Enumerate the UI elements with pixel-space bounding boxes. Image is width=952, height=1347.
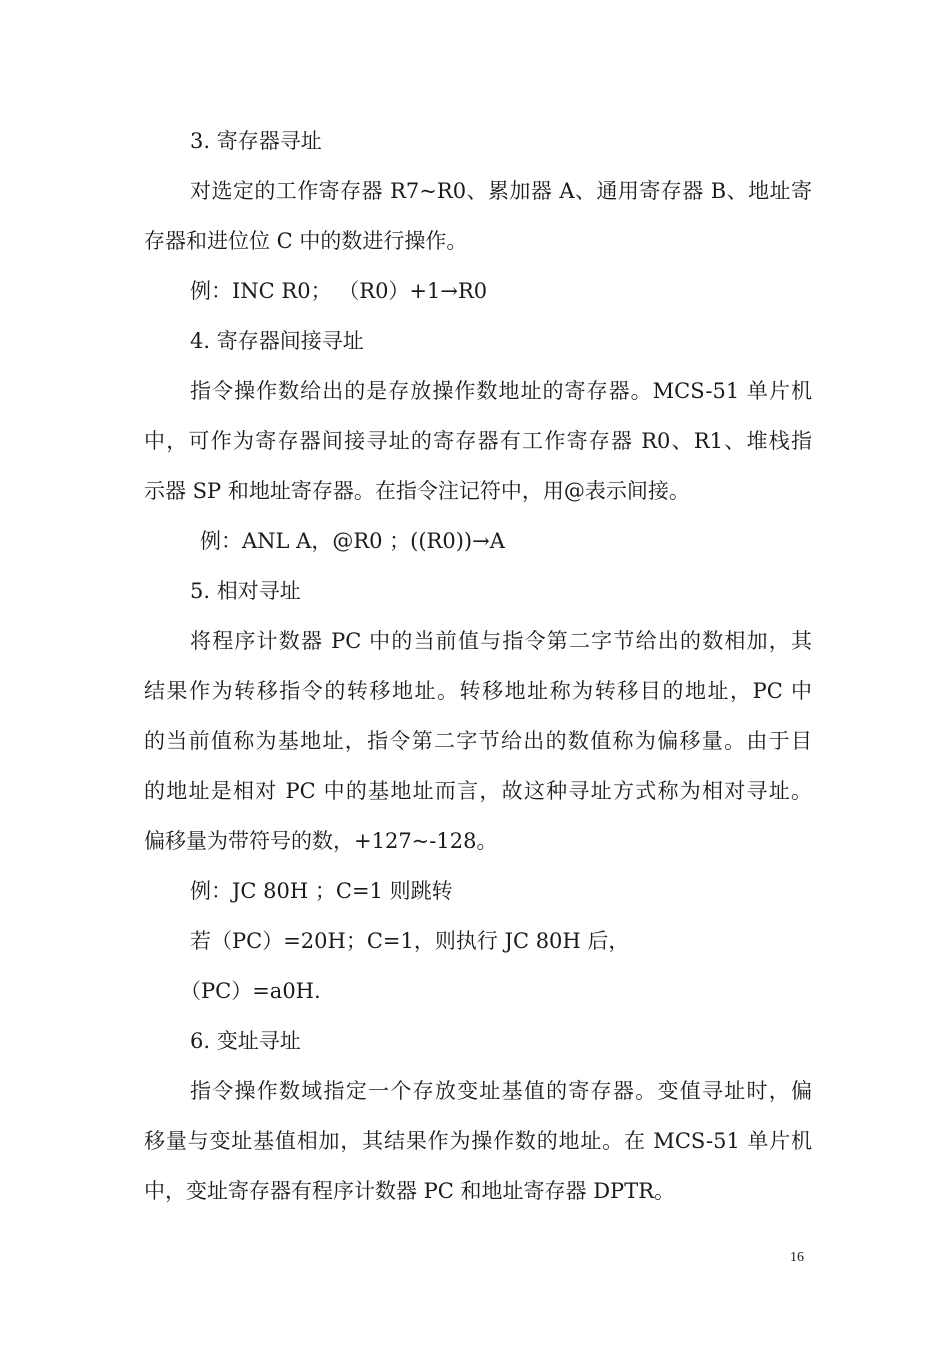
example-line: 若（PC）=20H；C=1，则执行 JC 80H 后， bbox=[190, 929, 630, 953]
section-heading: 6. 变址寻址 bbox=[190, 1029, 301, 1053]
example-line: 例：ANL A，@R0 ；((R0))→A bbox=[200, 529, 505, 553]
paragraph-line: 示器 SP 和地址寄存器。在指令注记符中，用@表示间接。 bbox=[144, 479, 690, 503]
section-heading: 3. 寄存器寻址 bbox=[190, 129, 322, 153]
paragraph-line: 的当前值称为基地址，指令第二字节给出的数值称为偏移量。由于目 bbox=[144, 729, 812, 753]
example-line: （PC）=a0H. bbox=[180, 979, 321, 1003]
paragraph-line: 中，可作为寄存器间接寻址的寄存器有工作寄存器 R0、R1、堆栈指 bbox=[144, 429, 812, 453]
section-heading: 5. 相对寻址 bbox=[190, 579, 301, 603]
paragraph-line: 存器和进位位 C 中的数进行操作。 bbox=[144, 229, 468, 253]
paragraph-line: 偏移量为带符号的数，+127~-128。 bbox=[144, 829, 498, 853]
paragraph-line: 结果作为转移指令的转移地址。转移地址称为转移目的地址，PC 中 bbox=[144, 679, 812, 703]
paragraph-line: 指令操作数域指定一个存放变址基值的寄存器。变值寻址时，偏 bbox=[190, 1079, 812, 1103]
paragraph-line: 移量与变址基值相加，其结果作为操作数的地址。在 MCS-51 单片机 bbox=[144, 1129, 812, 1153]
paragraph-line: 的地址是相对 PC 中的基地址而言，故这种寻址方式称为相对寻址。 bbox=[144, 779, 812, 803]
section-heading: 4. 寄存器间接寻址 bbox=[190, 329, 364, 353]
example-line: 例：INC R0； （R0）+1→R0 bbox=[190, 279, 488, 303]
example-line: 例：JC 80H ；C=1 则跳转 bbox=[190, 879, 453, 903]
paragraph-line: 中，变址寄存器有程序计数器 PC 和地址寄存器 DPTR。 bbox=[144, 1179, 676, 1203]
page-number: 16 bbox=[790, 1250, 804, 1265]
paragraph-line: 将程序计数器 PC 中的当前值与指令第二字节给出的数相加，其 bbox=[190, 629, 812, 653]
paragraph-line: 指令操作数给出的是存放操作数地址的寄存器。MCS-51 单片机 bbox=[190, 379, 812, 403]
paragraph-line: 对选定的工作寄存器 R7~R0、累加器 A、通用寄存器 B、地址寄 bbox=[190, 179, 812, 203]
